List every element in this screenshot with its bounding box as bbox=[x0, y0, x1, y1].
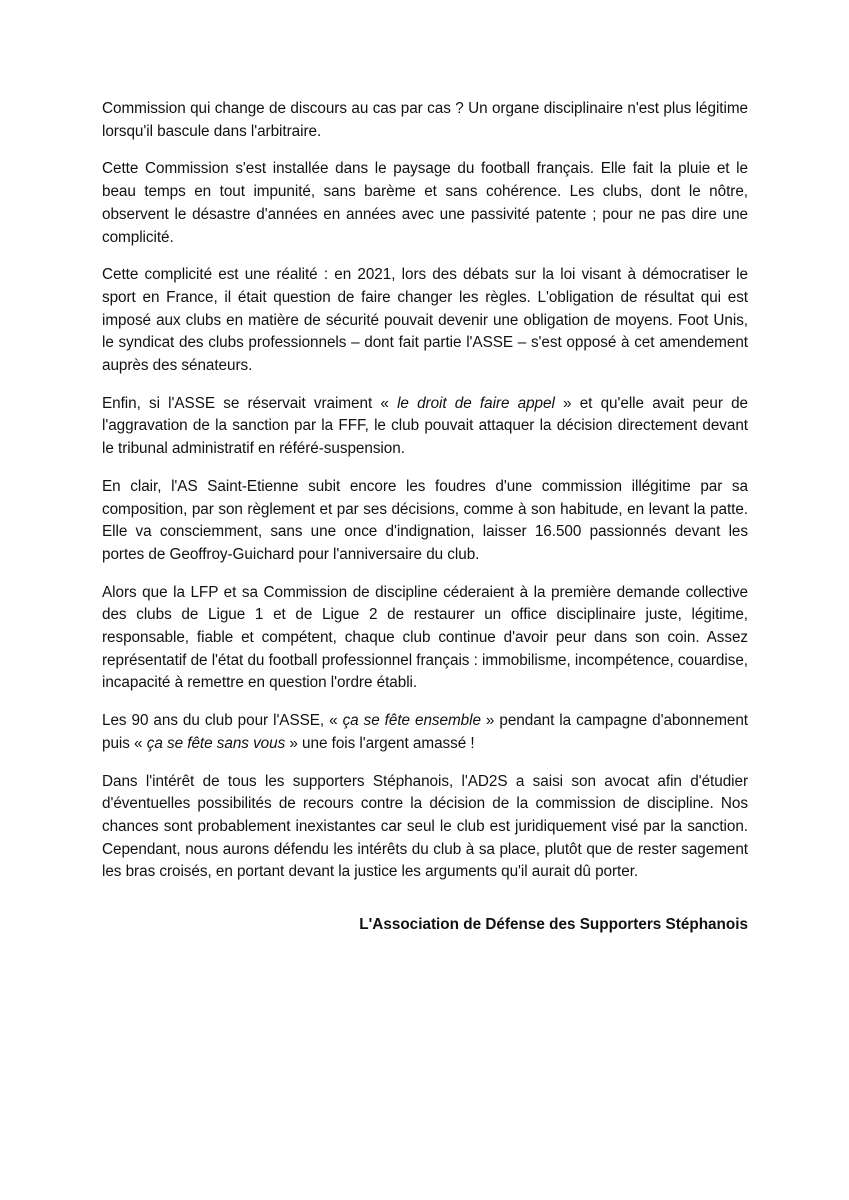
paragraph bbox=[102, 98, 748, 143]
paragraph bbox=[102, 158, 748, 249]
text-span: Dans l'intérêt de tous les supporters Stéphanois, l'AD2S a saisi son avocat afin d'étudier d'éventuelles possibilités de recours contre la décision de la commission de discipline. Nos chances sont probablement inexistantes car seul le club est juridiquement visé par la sanction. Cependant, nous aurons défendu les intérêts du club à sa place, plutôt que de rester sagement les bras croisés, en portant devant la justice les arguments qu'il aurait dû porter. bbox=[102, 772, 748, 881]
document-page bbox=[102, 98, 748, 936]
paragraph bbox=[102, 771, 748, 885]
text-span: Les 90 ans du club pour l'ASSE, « bbox=[102, 712, 343, 730]
paragraph bbox=[102, 476, 748, 567]
italic-quote: ça se fête ensemble bbox=[342, 712, 481, 730]
paragraph bbox=[102, 582, 748, 696]
paragraph bbox=[102, 264, 748, 378]
italic-quote: le droit de faire appel bbox=[397, 394, 555, 412]
text-span: Cette Commission s'est installée dans le paysage du football français. Elle fait la pluie et le beau temps en tout impunité, sans barème et sans cohérence. Les clubs, dont le nôtre, observent le désastre d'années en années avec une passivité patente ; pour ne pas dire une complicité. bbox=[102, 160, 748, 246]
text-span: Commission qui change de discours au cas par cas ? Un organe disciplinaire n'est plus légitime lorsqu'il bascule dans l'arbitraire. bbox=[102, 100, 748, 140]
text-span: Cette complicité est une réalité : en 2021, lors des débats sur la loi visant à démocratiser le sport en France, il était question de faire changer les règles. L'obligation de résultat qui est imposé aux clubs en matière de sécurité pouvait devenir une obligation de moyens. Foot Unis, le syndicat des clubs professionnels – dont fait partie l'ASSE – s'est opposé à cet amendement auprès des sénateurs. bbox=[102, 266, 748, 375]
text-span: Enfin, si l'ASSE se réservait vraiment « bbox=[102, 394, 398, 412]
text-span: Alors que la LFP et sa Commission de discipline céderaient à la première demande collective des clubs de Ligue 1 et de Ligue 2 de restaurer un office disciplinaire juste, légitime, responsable, fiable et compétent, chaque club continue d'avoir peur dans son coin. Assez représentatif de l'état du football professionnel français : immobilisme, incompétence, couardise, incapacité à remettre en question l'ordre établi. bbox=[102, 583, 748, 692]
text-span: » une fois l'argent amassé ! bbox=[285, 734, 475, 752]
italic-quote: ça se fête sans vous bbox=[146, 734, 286, 752]
text-span: » pendant la campagne d'abonnement puis « bbox=[102, 712, 749, 752]
text-span: En clair, l'AS Saint-Etienne subit encore les foudres d'une commission illégitime par sa composition, par son règlement et par ses décisions, comme à son habitude, en levant la patte. Elle va consciemment, sans une once d'indignation, laisser 16.500 passionnés devant les portes de Geoffroy-Guichard pour l'anniversaire du club. bbox=[102, 477, 748, 563]
signature: L'Association de Défense des Supporters Stéphanois bbox=[359, 916, 748, 934]
text-span: » et qu'elle avait peur de l'aggravation de la sanction par la FFF, le club pouvait attaquer la décision directement devant le tribunal administratif en référé-suspension. bbox=[102, 394, 749, 458]
paragraph bbox=[102, 393, 748, 461]
document-body bbox=[102, 98, 748, 884]
paragraph bbox=[102, 710, 748, 755]
